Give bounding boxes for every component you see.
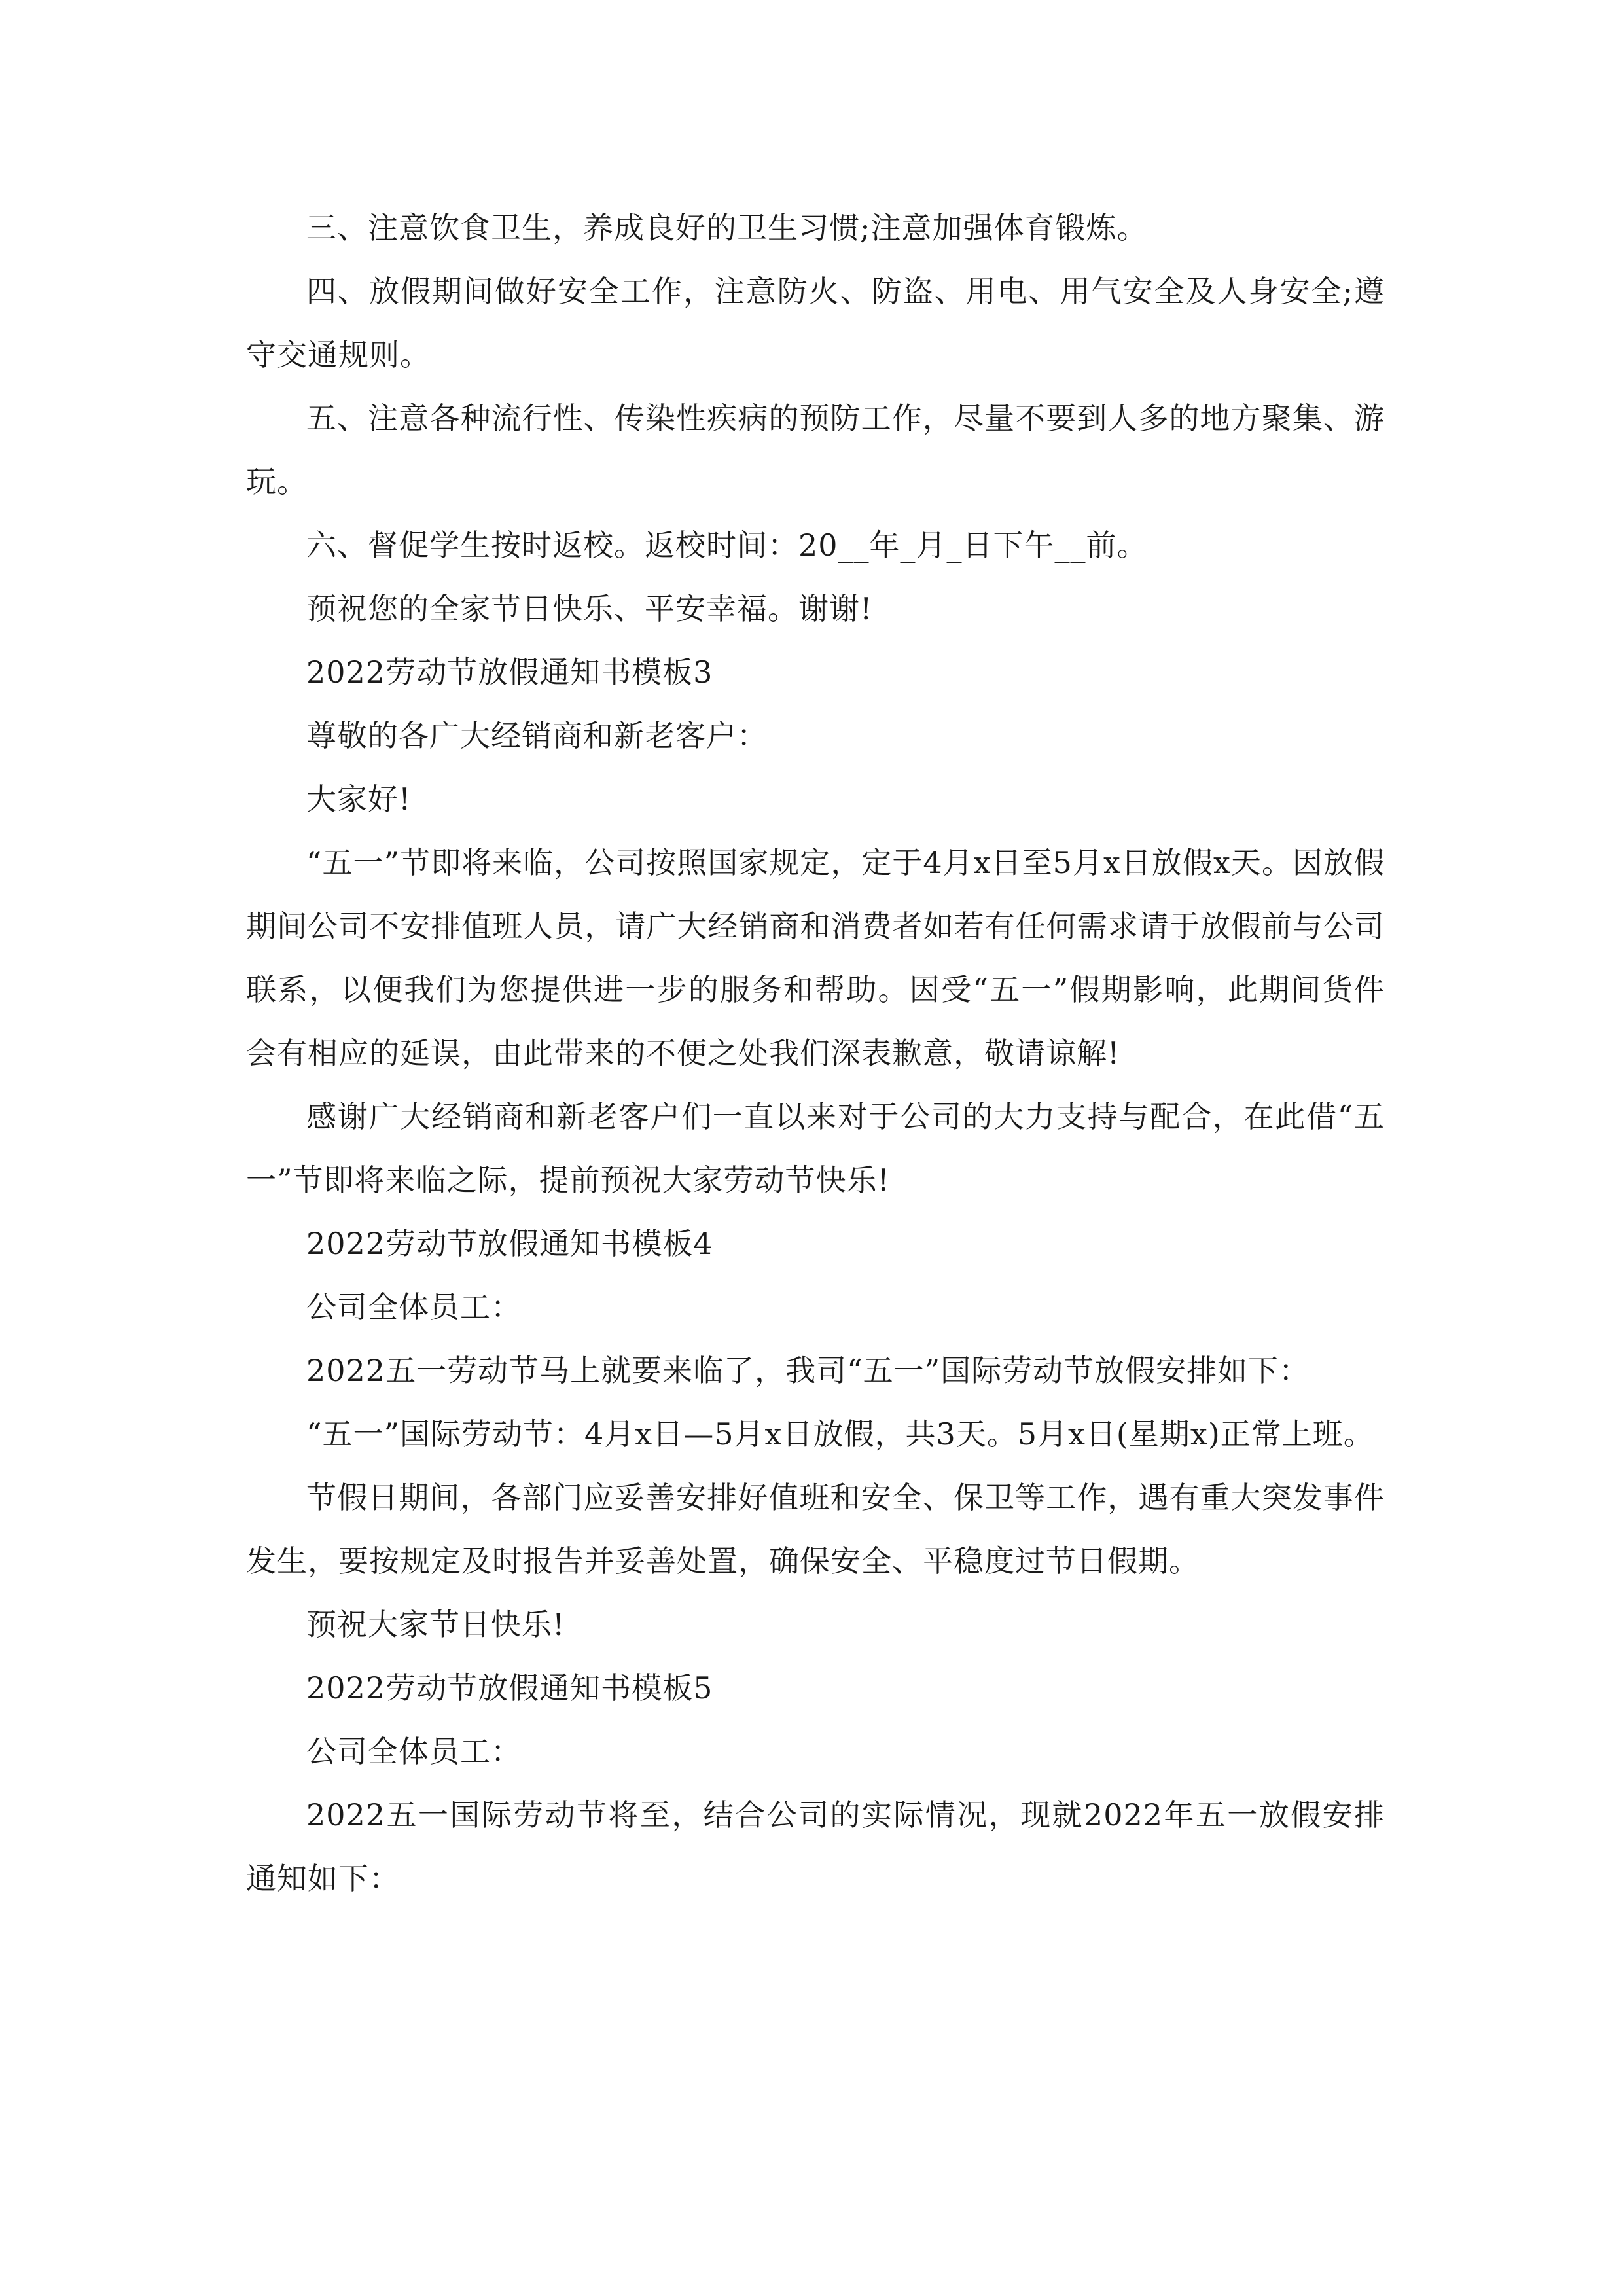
paragraph: 三、注意饮食卫生，养成良好的卫生习惯;注意加强体育锻炼。 xyxy=(306,210,1148,245)
paragraph: 节假日期间，各部门应妥善安排好值班和安全、保卫等工作，遇有重大突发事件发生，要按规定及时报告并妥善处置，确保安全、平稳度过节日假期。 xyxy=(246,1480,1385,1579)
paragraph: 四、放假期间做好安全工作，注意防火、防盗、用电、用气安全及人身安全;遵守交通规则。 xyxy=(246,274,1385,372)
paragraph: 六、督促学生按时返校。返校时间：20__年_月_日下午__前。 xyxy=(306,528,1148,563)
paragraph: 感谢广大经销商和新老客户们一直以来对于公司的大力支持与配合，在此借“五一”节即将来临之际，提前预祝大家劳动节快乐! xyxy=(246,1099,1385,1198)
paragraph: “五一”节即将来临，公司按照国家规定，定于4月x日至5月x日放假x天。因放假期间公司不安排值班人员，请广大经销商和消费者如若有任何需求请于放假前与公司联系，以便我们为您提供进一步的服务和帮助。因受“五一”假期影响，此期间货件会有相应的延误，由此带来的不便之处我们深表歉意，敬请谅解! xyxy=(246,845,1385,1071)
paragraph: 五、注意各种流行性、传染性疾病的预防工作，尽量不要到人多的地方聚集、游玩。 xyxy=(246,401,1385,499)
paragraph: “五一”国际劳动节：4月x日—5月x日放假，共3天。5月x日(星期x)正常上班。 xyxy=(306,1416,1374,1452)
greeting: 大家好! xyxy=(306,781,412,817)
section-heading: 2022劳动节放假通知书模板5 xyxy=(306,1670,713,1706)
paragraph: 预祝大家节日快乐! xyxy=(306,1607,565,1642)
document-body xyxy=(246,196,1385,1910)
paragraph: 2022五一劳动节马上就要来临了，我司“五一”国际劳动节放假安排如下： xyxy=(306,1353,1310,1388)
salutation: 公司全体员工： xyxy=(306,1289,522,1325)
salutation: 公司全体员工： xyxy=(306,1734,522,1769)
paragraph: 2022五一国际劳动节将至，结合公司的实际情况，现就2022年五一放假安排通知如下： xyxy=(246,1797,1385,1896)
salutation: 尊敬的各广大经销商和新老客户： xyxy=(306,718,768,753)
section-heading: 2022劳动节放假通知书模板3 xyxy=(306,655,713,690)
paragraph: 预祝您的全家节日快乐、平安幸福。谢谢! xyxy=(306,591,873,626)
section-heading: 2022劳动节放假通知书模板4 xyxy=(306,1226,713,1261)
